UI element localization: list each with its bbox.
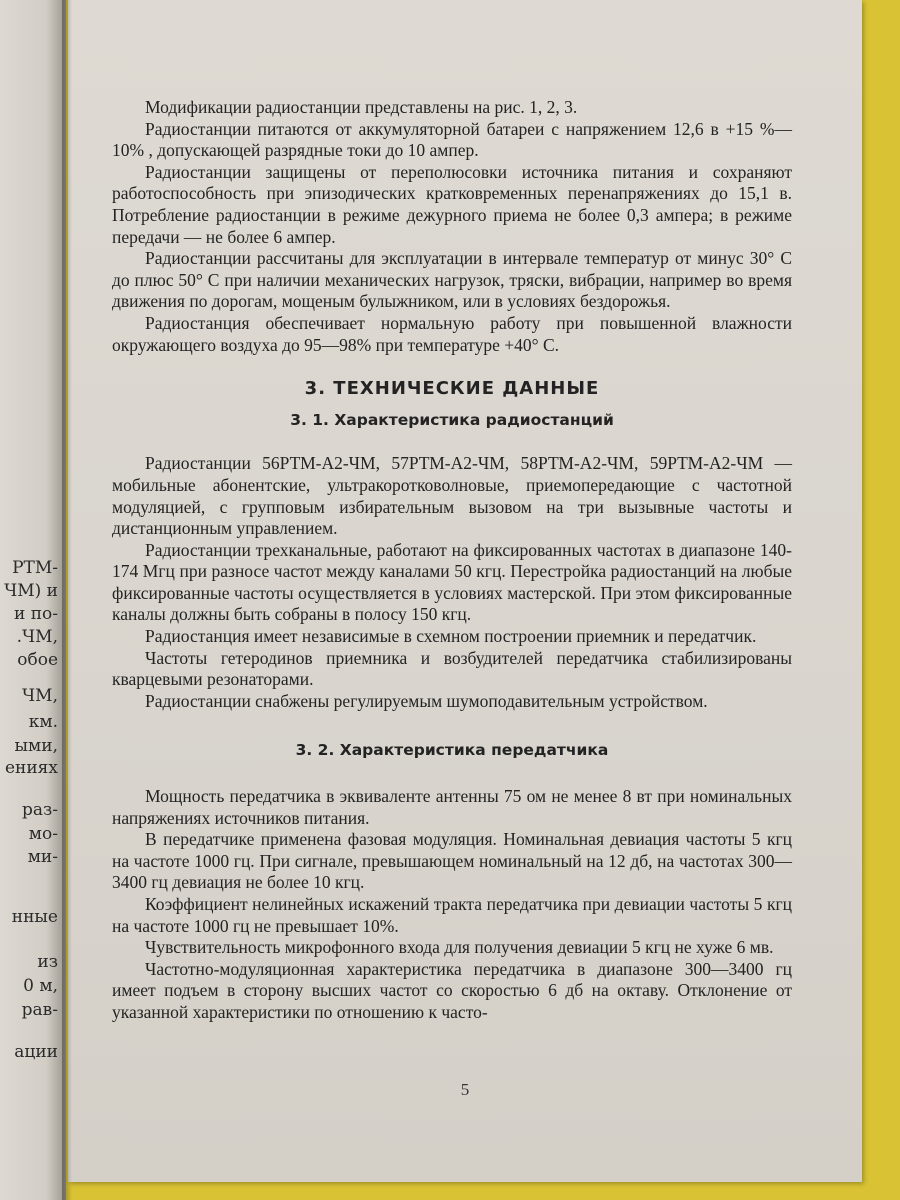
left-page-fragment: мо-	[28, 824, 58, 844]
paragraph: Радиостанции трехканальные, работают на фиксированных частотах в диапазоне 140-174 Мгц при разносе частот между каналами 50 кгц. Перестройка радиостанций на любые фиксированные частоты осуществляется в условиях мастерской. При этом фиксированные каналы должны быть собраны в полосу 150 кгц.	[112, 539, 792, 625]
paragraph: В передатчике применена фазовая модуляция. Номинальная девиация частоты 5 кгц на частоте 1000 гц. При сигнале, превышающем номинальный на 12 дб, на частотах 300—3400 гц девиация не более 10 кгц.	[112, 829, 792, 893]
left-page-fragment: ации	[14, 1042, 58, 1062]
paragraph: Коэффициент нелинейных искажений тракта передатчика при девиации частоты 5 кгц на частоте 1000 гц не превышает 10%.	[112, 894, 792, 936]
section-title: 3. ТЕХНИЧЕСКИЕ ДАННЫЕ	[304, 378, 600, 400]
document-page	[68, 0, 862, 1182]
paragraph: Модификации радиостанции представлены на рис. 1, 2, 3.	[145, 97, 578, 117]
subsection-title: 3. 1. Характеристика радиостанций	[290, 410, 614, 429]
paragraph: Радиостанции снабжены регулируемым шумоподавительным устройством.	[145, 690, 708, 711]
left-page-fragment: и по-	[13, 604, 58, 624]
left-page-fragment: ыми,	[14, 736, 58, 756]
left-page-fragment: РТМ-	[12, 558, 58, 578]
left-page-fragment: ми-	[27, 847, 58, 867]
left-page-fragment: из	[37, 952, 58, 972]
left-page-fragment: рав-	[21, 1000, 58, 1020]
paragraph: Частотно-модуляционная характеристика передатчика в диапазоне 300—3400 гц имеет подъем в сторону высших частот со скоростью 6 дб на октаву. Отклонение от указанной характеристики по отношению к часто-	[112, 958, 792, 1022]
page-number: 5	[460, 1080, 470, 1099]
paragraph: Радиостанции питаются от аккумуляторной батареи с напряжением 12,6 в +15 %—10% , допускающей разрядные токи до 10 ампер.	[112, 118, 792, 161]
subsection-title: 3. 2. Характеристика передатчика	[295, 741, 609, 760]
paragraph: Радиостанции защищены от переполюсовки источника питания и сохраняют работоспособность при эпизодических кратковременных перенапряжениях до 15,1 в. Потребление радиостанции в режиме дежурного приема не более 0,3 ампера; в режиме передачи — не более 6 ампер.	[112, 161, 792, 247]
left-page-fragment: ЧМ,	[22, 686, 58, 706]
left-page-fragment: нные	[11, 907, 58, 927]
left-page-fragment: ЧМ) и	[4, 581, 58, 601]
page-fold-shadow	[62, 0, 72, 1200]
left-page-fragment: км.	[28, 712, 58, 732]
left-page-fragment: 0 м,	[23, 976, 58, 996]
paragraph: Чувствительность микрофонного входа для получения девиации 5 кгц не хуже 6 мв.	[145, 937, 774, 958]
left-page-fragment: раз-	[21, 800, 58, 820]
left-page-fragment: .ЧМ,	[16, 627, 58, 647]
page-text	[112, 97, 792, 1024]
paragraph: Радиостанция имеет независимые в схемном построении приемник и передатчик.	[145, 626, 757, 647]
left-page-fragment: обое	[17, 650, 58, 670]
paragraph: Частоты гетеродинов приемника и возбудителей передатчика стабилизированы кварцевыми резонаторами.	[112, 647, 792, 690]
paragraph: Мощность передатчика в эквиваленте антенны 75 ом не менее 8 вт при номинальных напряжениях источников питания.	[112, 786, 792, 828]
left-page	[0, 0, 66, 1200]
paragraph: Радиостанции 56РТМ-А2-ЧМ, 57РТМ-А2-ЧМ, 58РТМ-А2-ЧМ, 59РТМ-А2-ЧМ — мобильные абонентские, ультракоротковолновые, приемопередающие с частотной модуляцией, с групповым избирательным вызовом на три вызывные частоты и дистанционным управлением.	[112, 453, 792, 539]
paragraph: Радиостанции рассчитаны для эксплуатации в интервале температур от минус 30° С до плюс 50° С при наличии механических нагрузок, тряски, вибрации, например во время движения по дорогам, мощеным булыжником, или в условиях бездорожья.	[112, 248, 792, 312]
paragraph: Радиостанция обеспечивает нормальную работу при повышенной влажности окружающего воздуха до 95—98% при температуре +40° С.	[112, 312, 792, 355]
left-page-fragment: ениях	[4, 758, 58, 778]
